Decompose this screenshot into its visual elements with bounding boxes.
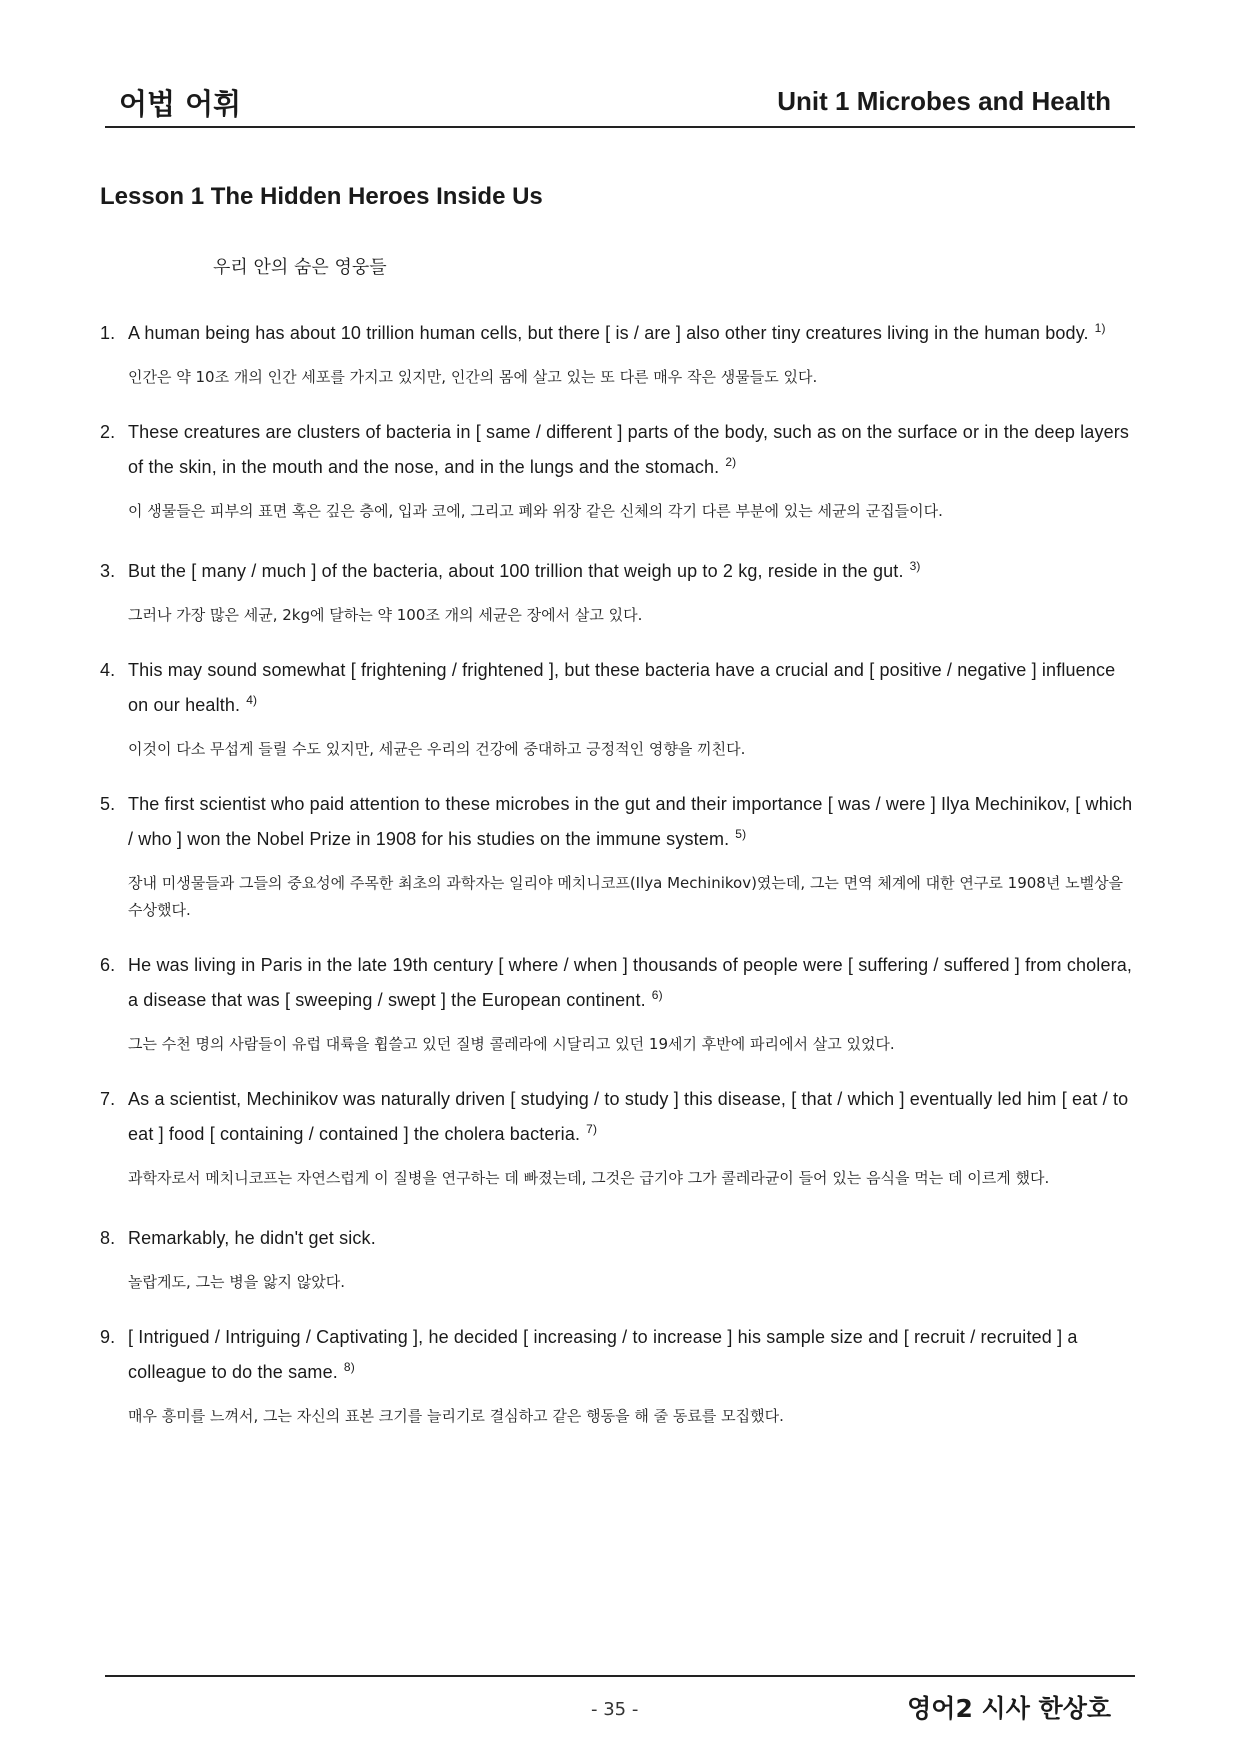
english-text: A human being has about 10 trillion human cells, but there [ is / are ] also other tiny creatures living in the human body. [128,323,1089,343]
footnote-marker: 1) [1094,321,1106,335]
footnote-marker: 7) [586,1122,598,1136]
item-number: 7. [100,1089,116,1109]
english-sentence [100,551,1140,586]
english-text: He was living in Paris in the late 19th century [ where / when ] thousands of people were [ suffering / suffered ] from cholera, a disease that was [ sweeping / swept ] the European continent. [128,955,1133,1010]
footnote-marker: 6) [651,988,663,1002]
english-sentence [100,1218,1140,1253]
english-text: Remarkably, he didn't get sick. [128,1228,376,1248]
english-sentence [100,417,1140,482]
item-number: 8. [100,1228,116,1248]
korean-translation: 놀랍게도, 그는 병을 앓지 않았다. [128,1273,345,1291]
exercise-item-4 [100,655,1140,763]
korean-translation: 이 생물들은 피부의 표면 혹은 깊은 층에, 입과 코에, 그리고 폐와 위장 같은 신체의 각기 다른 부분에 있는 세균의 군집들이다. [128,502,943,520]
exercise-list [100,313,1140,1430]
korean-translation: 과학자로서 메치니코프는 자연스럽게 이 질병을 연구하는 데 빠졌는데, 그것은 급기야 그가 콜레라균이 들어 있는 음식을 먹는 데 이르게 했다. [128,1169,1050,1187]
footnote-marker: 8) [343,1360,355,1374]
lesson-title: Lesson 1 The Hidden Heroes Inside Us [100,183,543,210]
english-text: But the [ many / much ] of the bacteria, about 100 trillion that weigh up to 2 kg, reside in the gut. [128,561,904,581]
english-text: The first scientist who paid attention to these microbes in the gut and their importance [ was / were ] Ilya Mechinikov, [ which / who ] won the Nobel Prize in 1908 for his studies on the immune system. [128,794,1133,849]
english-sentence [100,655,1140,720]
korean-translation: 이것이 다소 무섭게 들릴 수도 있지만, 세균은 우리의 건강에 중대하고 긍정적인 영향을 끼친다. [128,740,746,758]
item-number: 9. [100,1327,116,1347]
page-number: - 35 - [591,1699,639,1720]
exercise-item-6 [100,950,1140,1058]
item-number: 2. [100,422,116,442]
english-sentence [100,950,1140,1015]
english-text: These creatures are clusters of bacteria in [ same / different ] parts of the body, such as on the surface or in the deep layers of the skin, in the mouth and the nose, and in the lungs and the stomach. [128,422,1130,477]
exercise-item-8 [100,1218,1140,1296]
english-sentence [100,789,1140,854]
english-text: This may sound somewhat [ frightening / frightened ], but these bacteria have a crucial and [ positive / negative ] influence on our health. [128,660,1116,715]
english-sentence [100,313,1140,348]
footer-author: 영어2 시사 한상호 [907,1694,1111,1723]
exercise-item-5 [100,789,1140,924]
page-header [105,80,1135,128]
korean-translation: 그러나 가장 많은 세균, 2kg에 달하는 약 100조 개의 세균은 장에서 살고 있다. [128,606,643,624]
lesson-subtitle: 우리 안의 숨은 영웅들 [213,257,387,278]
korean-translation: 그는 수천 명의 사람들이 유럽 대륙을 휩쓸고 있던 질병 콜레라에 시달리고 있던 19세기 후반에 파리에서 살고 있었다. [128,1035,895,1053]
header-section-label: 어법 어휘 [119,87,242,121]
english-text: As a scientist, Mechinikov was naturally driven [ studying / to study ] this disease, [ that / which ] eventually led him [ eat / to eat ] food [ containing / contained ] the cholera bacteria. [128,1089,1129,1144]
footnote-marker: 3) [909,559,921,573]
english-sentence [100,1322,1140,1387]
item-number: 6. [100,955,116,975]
item-number: 1. [100,323,116,343]
item-number: 5. [100,794,116,814]
footnote-marker: 5) [735,827,747,841]
footnote-marker: 4) [246,693,258,707]
exercise-item-7 [100,1084,1140,1192]
page-footer [105,1675,1135,1737]
item-number: 4. [100,660,116,680]
exercise-item-2 [100,417,1140,525]
korean-translation: 매우 흥미를 느껴서, 그는 자신의 표본 크기를 늘리기로 결심하고 같은 행동을 해 줄 동료를 모집했다. [128,1407,784,1425]
item-number: 3. [100,561,116,581]
exercise-item-1 [100,313,1140,391]
korean-translation: 장내 미생물들과 그들의 중요성에 주목한 최초의 과학자는 일리야 메치니코프(Ilya Mechinikov)였는데, 그는 면역 체계에 대한 연구로 1908년 노벨상을 수상했다. [128,874,1124,919]
english-sentence [100,1084,1140,1149]
exercise-item-3 [100,551,1140,629]
english-text: [ Intrigued / Intriguing / Captivating ], he decided [ increasing / to increase ] his sample size and [ recruit / recruited ] a colleague to do the same. [128,1327,1078,1382]
korean-translation: 인간은 약 10조 개의 인간 세포를 가지고 있지만, 인간의 몸에 살고 있는 또 다른 매우 작은 생물들도 있다. [128,368,818,386]
exercise-item-9 [100,1322,1140,1430]
header-unit-title: Unit 1 Microbes and Health [777,86,1111,116]
footnote-marker: 2) [725,455,737,469]
